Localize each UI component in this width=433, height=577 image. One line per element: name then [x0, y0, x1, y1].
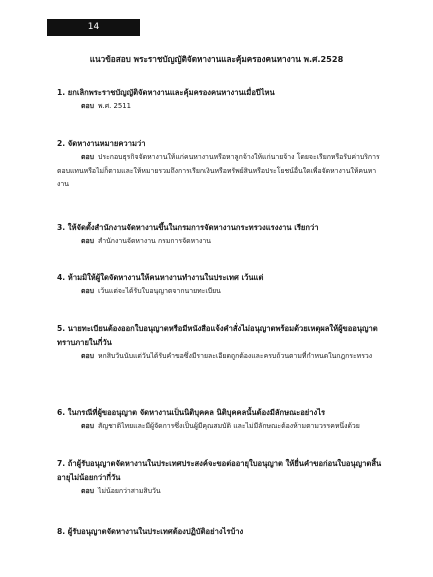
answer-2-text: ประกอบธุรกิจจัดหางานให้แก่คนหางานหรือหาลูกจ้างให้แก่นายจ้าง โดยจะเรียกหรือรับค่าบริการตอบแทนหรือไม่ก็ตามและให้หมายรวมถึงการเรียกเงินหรือทรัพย์สินหรือประโยชน์อื่นใดเพื่อจัดหางานให้คนหางาน — [57, 153, 380, 188]
answer-2 — [57, 151, 387, 192]
question-1: 1. ยกเลิกพระราชบัญญัติจัดหางานและคุ้มครองคนหางานเมื่อปีไหน — [57, 88, 275, 97]
qa-item-5 — [57, 322, 387, 364]
answer-7 — [57, 485, 387, 499]
answer-label: ตอบ — [81, 287, 94, 295]
question-8: 8. ผู้รับอนุญาตจัดหางานในประเทศต้องปฏิบัติอย่างไรบ้าง — [57, 527, 244, 536]
qa-item-8 — [57, 525, 387, 539]
qa-item-2 — [57, 137, 387, 192]
answer-1 — [57, 100, 387, 114]
answer-4-text: เว้นแต่จะได้รับใบอนุญาตจากนายทะเบียน — [98, 287, 221, 295]
qa-item-4 — [57, 271, 387, 299]
qa-item-3 — [57, 221, 387, 249]
question-5: 5. นายทะเบียนต้องออกใบอนุญาตหรือมีหนังสือแจ้งคำสั่งไม่อนุญาตพร้อมด้วยเหตุผลให้ผู้ขออนุญาตทราบภายในกี่วัน — [57, 324, 378, 347]
answer-7-text: ไม่น้อยกว่าสามสิบวัน — [98, 487, 161, 495]
answer-1-text: พ.ศ. 2511 — [98, 102, 132, 110]
question-4: 4. ห้ามมิให้ผู้ใดจัดหางานให้คนหางานทำงานในประเทศ เว้นแต่ — [57, 273, 264, 282]
question-3: 3. ให้จัดตั้งสำนักงานจัดหางานขึ้นในกรมการจัดหางานกระทรวงแรงงาน เรียกว่า — [57, 223, 319, 232]
answer-3-text: สำนักงานจัดหางาน กรมการจัดหางาน — [98, 237, 211, 245]
question-7: 7. ถ้าผู้รับอนุญาตจัดหางานในประเทศประสงค์จะขอต่ออายุใบอนุญาต ให้ยื่นคำขอก่อนใบอนุญาตสิ้นอายุไม่น้อยกว่ากี่วัน — [57, 459, 382, 482]
question-2: 2. จัดหางานหมายความว่า — [57, 139, 146, 148]
answer-label: ตอบ — [81, 422, 94, 430]
question-6: 6. ในกรณีที่ผู้ขออนุญาต จัดหางานเป็นนิติบุคคล นิติบุคคลนั้นต้องมีลักษณะอย่างไร — [57, 408, 326, 417]
answer-3 — [57, 235, 387, 249]
answer-5-text: หกสิบวันนับแต่วันได้รับคำขอซึ่งมีรายละเอียดถูกต้องและครบถ้วนตามที่กำหนดในกฎกระทรวง — [98, 352, 373, 360]
answer-label: ตอบ — [81, 352, 94, 360]
qa-item-1 — [57, 86, 387, 114]
answer-4 — [57, 285, 387, 299]
answer-label: ตอบ — [81, 487, 94, 495]
answer-label: ตอบ — [81, 237, 94, 245]
qa-item-7 — [57, 457, 387, 499]
answer-label: ตอบ — [81, 153, 94, 161]
answer-6-text: สัญชาติไทยและมีผู้จัดการซึ่งเป็นผู้มีคุณสมบัติ และไม่มีลักษณะต้องห้ามตามวรรคหนึ่งด้วย — [98, 422, 360, 430]
answer-6 — [57, 420, 387, 434]
document-title: แนวข้อสอบ พระราชบัญญัติจัดหางานและคุ้มครองคนหางาน พ.ศ.2528 — [89, 54, 344, 64]
qa-item-6 — [57, 406, 387, 434]
answer-5 — [57, 350, 387, 364]
page-number-badge: 14 — [47, 19, 140, 36]
answer-label: ตอบ — [81, 102, 94, 110]
